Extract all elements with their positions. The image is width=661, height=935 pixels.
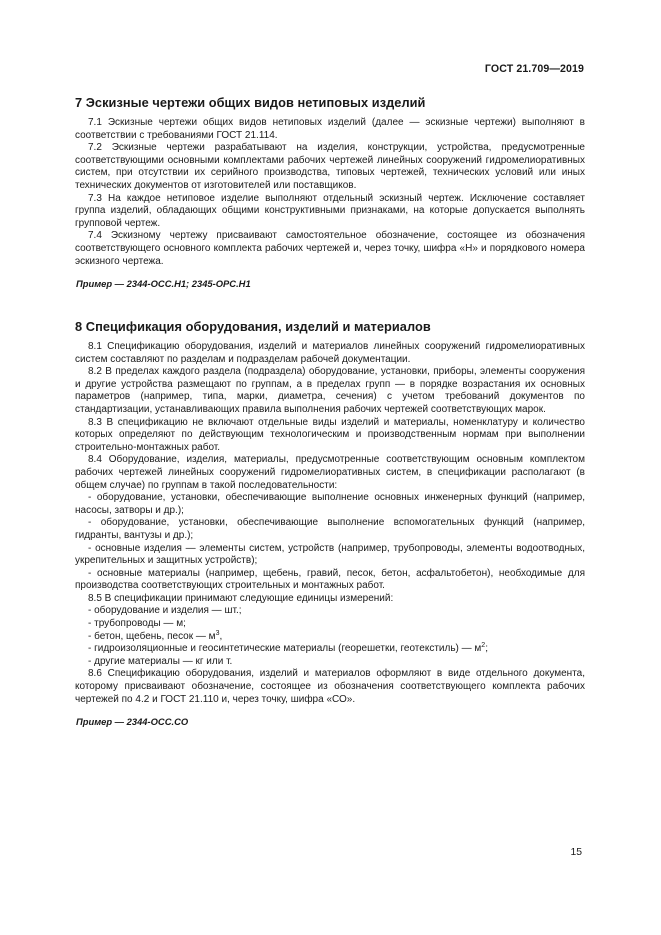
- unit-item: - другие материалы — кг или т.: [88, 655, 233, 667]
- list-item: - оборудование, установки, обеспечивающие выполнение основных инженерных функций (например, насосы, затворы и др.);: [75, 492, 585, 516]
- paragraph-8-6: 8.6 Спецификацию оборудования, изделий и материалов оформляют в виде отдельного документа, которому присваивают обозначение, состоящее из обозначения соответствующего комплекта рабочих чертежей по 4.2 и ГОСТ 21.110 и, через точку, шифра «СО».: [75, 668, 585, 705]
- example-7: Пример — 2344-ОСС.Н1; 2345-ОРС.Н1: [76, 278, 251, 290]
- section-7: [75, 95, 585, 289]
- paragraph-8-3: 8.3 В спецификацию не включают отдельные виды изделий и материалы, номенклатуру и количество которых определяют по действующим технологическим и производственным нормам при выполнении строительно-монтажных работ.: [75, 416, 585, 453]
- unit-punctuation: ;: [485, 643, 488, 655]
- unit-item: [75, 643, 585, 656]
- unit-item: [75, 631, 585, 644]
- unit-item: - трубопроводы — м;: [88, 618, 186, 630]
- unit-superscript: 2: [481, 642, 486, 650]
- list-item: - основные изделия — элементы систем, устройств (например, трубопроводы, элементы водоотводных, укрепительных и защитных устройств);: [75, 542, 585, 567]
- paragraph-8-1: 8.1 Спецификацию оборудования, изделий и материалов линейных сооружений гидромелиоративных систем составляют по разделам и подразделам рабочей документации.: [75, 341, 585, 365]
- list-item: - оборудование, установки, обеспечивающие выполнение вспомогательных функций (например, гидранты, вантузы и др.);: [75, 517, 585, 541]
- unit-punctuation: ,: [219, 630, 223, 642]
- section-8: [75, 319, 585, 727]
- paragraph-8-4: 8.4 Оборудование, изделия, материалы, предусмотренные соответствующим основным комплектом рабочих чертежей линейных сооружений гидромелиоративных систем, в спецификации располагают (в общем случае) по группам в такой последовательности:: [75, 454, 585, 491]
- section-8-body: [75, 341, 585, 727]
- section-7-body: [75, 117, 585, 289]
- paragraph-7-1: 7.1 Эскизные чертежи общих видов нетиповых изделий (далее — эскизные чертежи) выполняют в соответствии с требованиями ГОСТ 21.114.: [75, 117, 585, 141]
- paragraph-7-3: 7.3 На каждое нетиповое изделие выполняют отдельный эскизный чертеж. Исключение составляет группа изделий, обладающих общими конструктивными признаками, на которые допускается выполнять групповой чертеж.: [75, 192, 585, 229]
- example-8: Пример — 2344-ОСС.СО: [76, 716, 189, 728]
- paragraph-7-4: 7.4 Эскизному чертежу присваивают самостоятельное обозначение, состоящее из обозначения соответствующего основного комплекта рабочих чертежей и, через точку, шифра «Н» и порядкового номера эскизного чертежа.: [75, 230, 585, 267]
- list-item: - основные материалы (например, щебень, гравий, песок, бетон, асфальтобетон), необходимые для производства соответствующих строительных и монтажных работ.: [75, 567, 585, 592]
- unit-text: - бетон, щебень, песок — м: [88, 630, 216, 642]
- document-header-id: ГОСТ 21.709—2019: [484, 63, 584, 75]
- paragraph-8-2: 8.2 В пределах каждого раздела (подраздела) оборудование, установки, приборы, элементы сооружения и другие устройства размещают по группам, а в пределах групп — в порядке возрастания их основных параметров (например, типа, марки, диаметра, сечения) с учетом требований документов по стандартизации, устанавливающих правила выполнения рабочих чертежей соответствующих марок.: [75, 366, 585, 415]
- section-7-title: 7 Эскизные чертежи общих видов нетиповых изделий: [75, 95, 426, 110]
- unit-text: - гидроизоляционные и геосинтетические материалы (георешетки, геотекстиль) — м: [88, 643, 482, 655]
- section-8-title: 8 Спецификация оборудования, изделий и материалов: [75, 319, 431, 334]
- unit-item: - оборудование и изделия — шт.;: [88, 605, 242, 617]
- paragraph-8-5: 8.5 В спецификации принимают следующие единицы измерений:: [88, 592, 394, 604]
- paragraph-7-2: 7.2 Эскизные чертежи разрабатывают на изделия, конструкции, устройства, предусмотренные соответствующими основными комплектами рабочих чертежей линейных сооружений гидромелиоративных систем, при отсутствии их серийного производства, типовых чертежей, технических условий или иных технических документов от изготовителей или поставщиков.: [75, 142, 585, 191]
- unit-superscript: 3: [215, 629, 220, 637]
- page-number: 15: [570, 847, 582, 858]
